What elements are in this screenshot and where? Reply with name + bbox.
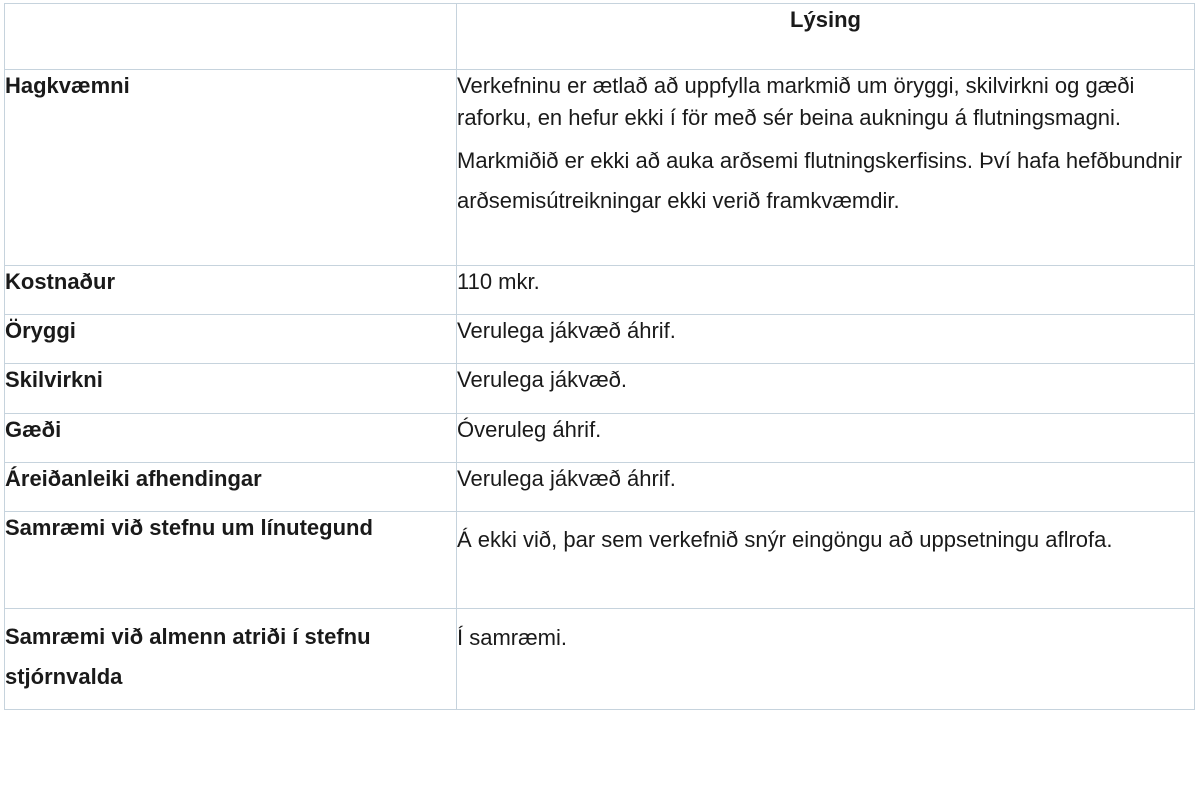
table-row — [5, 70, 1195, 266]
header-cell-empty — [5, 4, 457, 70]
row-label-samraemi-linutegund: Samræmi við stefnu um línutegund — [5, 512, 457, 609]
table-row — [5, 463, 1195, 512]
row-label-samraemi-stefnu: Samræmi við almenn atriði í stefnu stjórnvalda — [5, 609, 457, 710]
header-cell-lysing: Lýsing — [457, 4, 1195, 70]
row-label-hagkvaemni: Hagkvæmni — [5, 70, 457, 266]
row-desc-kostnadur — [457, 266, 1195, 315]
table-row — [5, 266, 1195, 315]
row-label-areidanleiki: Áreiðanleiki afhendingar — [5, 463, 457, 512]
row-desc-oryggi — [457, 315, 1195, 364]
desc-paragraph: Verulega jákvæð. — [457, 367, 627, 392]
row-desc-areidanleiki — [457, 463, 1195, 512]
desc-paragraph: Verkefninu er ætlað að uppfylla markmið um öryggi, skilvirkni og gæði raforku, en hefur ekki í för með sér beina aukningu á flutningsmagni. — [457, 73, 1135, 130]
desc-paragraph: Markmiðið er ekki að auka arðsemi flutningskerfisins. Því hafa hefðbundnir arðsemisútreikningar ekki verið framkvæmdir. — [457, 148, 1183, 213]
desc-paragraph: Verulega jákvæð áhrif. — [457, 318, 676, 343]
row-label-gaedi: Gæði — [5, 414, 457, 463]
desc-paragraph: Verulega jákvæð áhrif. — [457, 466, 676, 491]
row-desc-skilvirkni — [457, 364, 1195, 414]
row-label-oryggi: Öryggi — [5, 315, 457, 364]
row-desc-samraemi-stefnu — [457, 609, 1195, 710]
table-row — [5, 315, 1195, 364]
table-row — [5, 609, 1195, 710]
row-desc-gaedi — [457, 414, 1195, 463]
table-row — [5, 364, 1195, 414]
row-label-skilvirkni: Skilvirkni — [5, 364, 457, 414]
row-label-kostnadur: Kostnaður — [5, 266, 457, 315]
desc-paragraph: 110 mkr. — [457, 269, 540, 294]
row-desc-samraemi-linutegund — [457, 512, 1195, 609]
table-row — [5, 414, 1195, 463]
table-row — [5, 512, 1195, 609]
assessment-table — [4, 3, 1195, 710]
desc-paragraph: Óveruleg áhrif. — [457, 417, 602, 442]
desc-paragraph: Í samræmi. — [457, 625, 567, 650]
table-header-row — [5, 4, 1195, 70]
row-desc-hagkvaemni — [457, 70, 1195, 266]
desc-paragraph: Á ekki við, þar sem verkefnið snýr eingöngu að uppsetningu aflrofa. — [457, 527, 1113, 552]
